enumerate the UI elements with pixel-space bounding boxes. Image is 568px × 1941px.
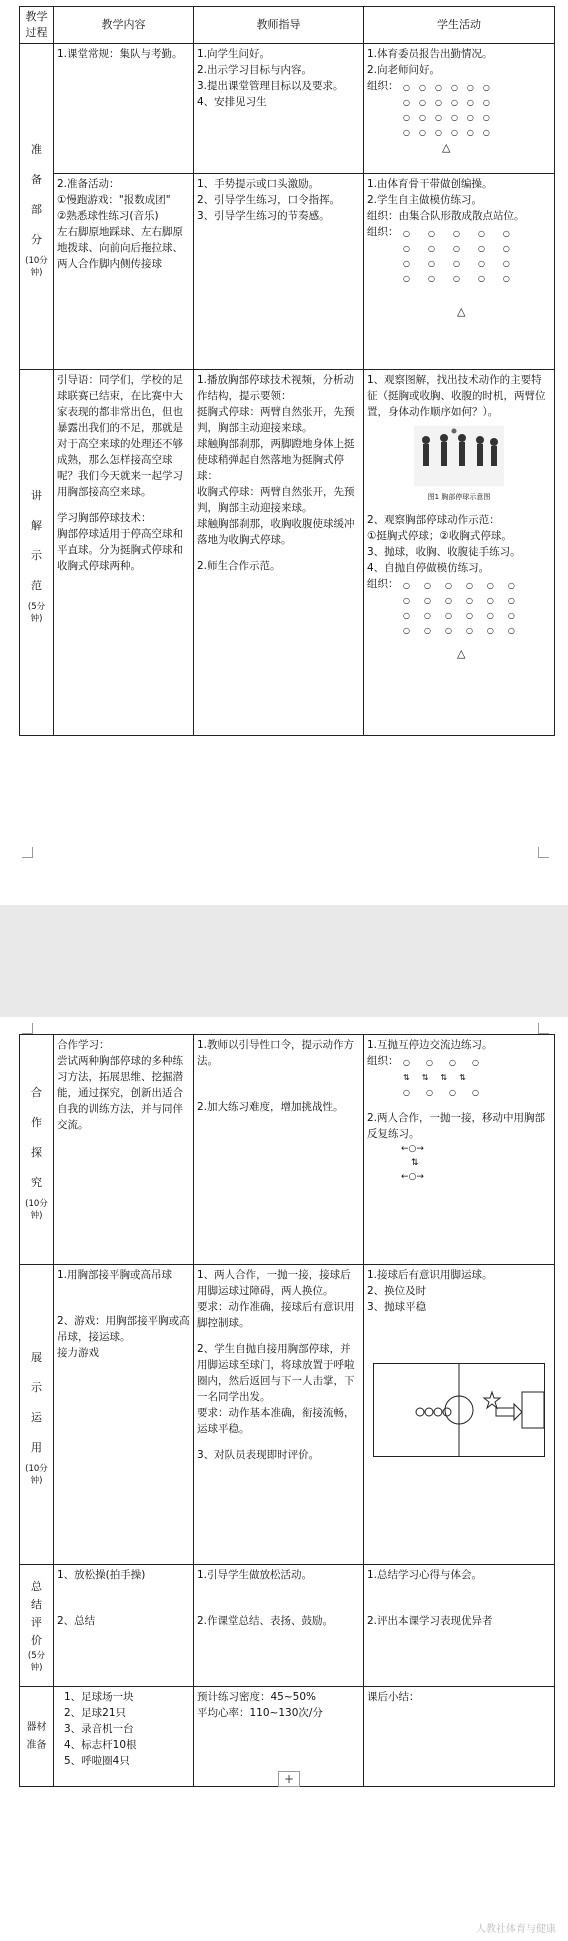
equipment-item: 4、标志杆10根 bbox=[64, 1739, 137, 1751]
equipment-item: 1、足球场一块 bbox=[64, 1691, 134, 1703]
content-line: 尝试两种胸部停球的多种练习方法，拓展思维、挖掘潜能，通过探究，创新出适合自我的训练方法，并与同伴交流。 bbox=[57, 1055, 183, 1131]
content-line: 学习胸部停球技术： bbox=[57, 512, 152, 524]
scatter-formation bbox=[367, 226, 551, 320]
stage-char: 用 bbox=[31, 1440, 42, 1454]
student-line: 1.互抛互停边交流边练习。 bbox=[367, 1039, 493, 1051]
content-line: 合作学习： bbox=[57, 1039, 110, 1051]
header-teacher: 教师指导 bbox=[194, 7, 364, 44]
student-line: 1.总结学习心得与体会。 bbox=[367, 1569, 483, 1581]
stage-char: 器材 bbox=[26, 1721, 47, 1733]
stage-minutes: (10分钟) bbox=[25, 255, 48, 278]
figure-caption: 图1 胸部停球示意图 bbox=[427, 493, 491, 501]
student-line: 组织： bbox=[367, 578, 399, 590]
cell-content bbox=[54, 1265, 194, 1565]
formation-row: ○○○○○○ bbox=[403, 611, 529, 620]
content-line: 1.课堂常规：集队与考勤。 bbox=[57, 48, 183, 60]
stage-char: 分 bbox=[31, 232, 42, 246]
page-1 bbox=[0, 0, 568, 905]
formation-row: ○○○○○○ bbox=[403, 128, 499, 137]
equipment-item: 2、足球21只 bbox=[64, 1707, 127, 1719]
student-line: 2.向老师问好。 bbox=[367, 64, 441, 76]
content-line: ①慢跑游戏："报数成团" bbox=[57, 194, 171, 206]
student-line: 1.体育委员报告出勤情况。 bbox=[367, 48, 493, 60]
page-corner-mark bbox=[538, 847, 549, 858]
teacher-triangle-icon: △ bbox=[442, 141, 451, 154]
density-text: 预计练习密度：45~50% bbox=[197, 1691, 316, 1703]
stage-minutes: (10分钟) bbox=[25, 1198, 48, 1221]
header-stage: 教学过程 bbox=[20, 7, 54, 44]
student-line: 3、抛球，收胸、收腹徒手练习。 bbox=[367, 546, 521, 558]
teacher-line: 1、手势提示或口头激励。 bbox=[197, 178, 320, 190]
student-line: 2.评出本课学习表现优异者 bbox=[367, 1615, 493, 1627]
teacher-line: 球触胸部刹那，收胸收腹使球缓冲落地为收胸式停球。 bbox=[197, 518, 355, 546]
stage-char: 价 bbox=[31, 1633, 42, 1647]
teacher-line: 1.教师以引导性口令，提示动作方法。 bbox=[197, 1039, 355, 1067]
student-line: 1、观察图解，找出技术动作的主要特征（挺胸或收胸、收腹的时机，两臂位置，身体动作顺序如何？）。 bbox=[367, 374, 546, 418]
stage-char: 究 bbox=[31, 1175, 42, 1189]
content-line: 2、游戏：用胸部接平胸或高吊球，接运球。 bbox=[57, 1315, 190, 1343]
content-line: 胸部停球适用于停高空球和平直球。分为挺胸式停球和收胸式停球两种。 bbox=[57, 528, 183, 572]
arrow-row: ←○→ bbox=[401, 1144, 424, 1154]
teacher-line: 2.出示学习目标与内容。 bbox=[197, 64, 313, 76]
row-summary bbox=[20, 1565, 555, 1687]
student-line: 2、换位及时 bbox=[367, 1285, 427, 1297]
student-line: 3、抛球平稳 bbox=[367, 1301, 427, 1313]
stage-char: 准 bbox=[31, 142, 42, 156]
formation-row: ○○○○○○ bbox=[403, 113, 499, 122]
formation-row: ○○○○○○ bbox=[403, 98, 499, 107]
teacher-line: 2.加大练习难度，增加挑战性。 bbox=[197, 1101, 344, 1113]
teacher-line: 4、安排见习生 bbox=[197, 96, 267, 108]
swap-arrow-icon: ⇅ bbox=[411, 1158, 419, 1168]
cell-content bbox=[54, 370, 194, 736]
stage-char: 合 bbox=[31, 1085, 42, 1099]
stage-minutes: (5分钟) bbox=[27, 601, 46, 624]
stage-char: 准备 bbox=[26, 1739, 47, 1751]
stage-char: 讲 bbox=[31, 488, 42, 502]
formation-row: ○○○○○ bbox=[403, 259, 528, 268]
cell-teacher bbox=[194, 370, 364, 736]
page-corner-mark bbox=[22, 1023, 33, 1034]
cell-teacher bbox=[194, 1035, 364, 1265]
teacher-line: 球触胸部刹那，两脚蹬地身体上挺使球稍弹起自然落地为挺胸式停球： bbox=[197, 438, 355, 482]
cell-student bbox=[364, 1565, 555, 1687]
content-line: ②熟悉球性练习(音乐) bbox=[57, 210, 159, 222]
row-cooperation bbox=[20, 1035, 555, 1265]
teacher-line: 要求：动作准确，接球后有意识用脚控制球。 bbox=[197, 1301, 355, 1329]
stage-char: 评 bbox=[31, 1615, 42, 1629]
cell-teacher bbox=[194, 44, 364, 174]
players-silhouette-icon bbox=[414, 426, 504, 486]
stage-char: 示 bbox=[31, 1380, 42, 1394]
stage-minutes: (5分钟) bbox=[27, 1650, 46, 1673]
student-line: 4、自抛自停做模仿练习。 bbox=[367, 562, 490, 574]
formation-row: ○○○○○○ bbox=[403, 581, 529, 590]
header-student: 学生活动 bbox=[364, 7, 555, 44]
formation-row: ○○○○○ bbox=[403, 244, 528, 253]
student-line: 1.接球后有意识用脚运球。 bbox=[367, 1269, 493, 1281]
cell-teacher bbox=[194, 174, 364, 370]
teacher-line: 2、引导学生练习，口令指挥。 bbox=[197, 194, 341, 206]
student-line: 2、观察胸部停球动作示范： bbox=[367, 514, 500, 526]
stage-char: 结 bbox=[31, 1597, 42, 1611]
stage-char: 展 bbox=[31, 1350, 42, 1364]
row-preparation-routine bbox=[20, 44, 555, 174]
table-header bbox=[20, 7, 555, 44]
stage-char: 作 bbox=[31, 1115, 42, 1129]
row-application bbox=[20, 1265, 555, 1565]
teacher-line: 3.提出课堂管理目标以及要求。 bbox=[197, 80, 344, 92]
lesson-plan-table-2 bbox=[19, 1034, 555, 1787]
equipment-item: 5、呼啦圈4只 bbox=[64, 1755, 130, 1767]
page-corner-mark bbox=[538, 1023, 549, 1034]
cell-content bbox=[54, 1687, 194, 1787]
stage-char: 示 bbox=[31, 548, 42, 562]
cell-student bbox=[364, 174, 555, 370]
content-line: 左右脚原地踩球、左右脚原地拨球、向前向后拖拉球、两人合作脚内侧传接球 bbox=[57, 226, 183, 270]
page-corner-mark bbox=[22, 847, 33, 858]
heart-rate-text: 平均心率：110~130次/分 bbox=[197, 1707, 323, 1719]
stage-summary bbox=[20, 1565, 54, 1687]
page-separator bbox=[0, 905, 568, 1017]
teacher-line: 2.师生合作示范。 bbox=[197, 560, 281, 572]
formation-row: ○○○○ bbox=[403, 1058, 495, 1067]
cell-content bbox=[54, 1565, 194, 1687]
stage-char: 部 bbox=[31, 202, 42, 216]
student-line: ①挺胸式停球；②收胸式停球。 bbox=[367, 530, 512, 542]
after-class-summary: 课后小结： bbox=[367, 1691, 420, 1703]
stage-cooperation bbox=[20, 1035, 54, 1265]
lesson-plan-table-1 bbox=[19, 6, 555, 736]
arrow-row: ←○→ bbox=[401, 1172, 424, 1182]
stage-equipment bbox=[20, 1687, 54, 1787]
moving-pass-diagram bbox=[367, 1142, 551, 1184]
teacher-line: 1.引导学生做放松活动。 bbox=[197, 1569, 313, 1581]
student-line: 组织： bbox=[367, 226, 399, 238]
stage-explanation bbox=[20, 370, 54, 736]
teacher-triangle-icon: △ bbox=[457, 647, 466, 660]
relay-field-diagram bbox=[373, 1363, 545, 1457]
stage-minutes: (10分钟) bbox=[25, 1463, 48, 1486]
teacher-line: 挺胸式停球：两臂自然张开，先预判，胸部主动迎接来球。 bbox=[197, 406, 355, 434]
stage-char: 探 bbox=[31, 1145, 42, 1159]
teacher-line: 2.作课堂总结、表扬、鼓励。 bbox=[197, 1615, 334, 1627]
stage-char: 范 bbox=[31, 578, 42, 592]
page-2 bbox=[0, 1017, 568, 1941]
row-preparation-warmup bbox=[20, 174, 555, 370]
stage-char: 运 bbox=[31, 1410, 42, 1424]
cell-student bbox=[364, 1687, 555, 1787]
content-line: 引导语：同学们，学校的足球联赛已结束，在比赛中大家表现的都非常出色，但也暴露出我们的不足，那就是对于高空来球的处理还不够成熟，那么怎样接高空球呢？我们今天就来一起学习用胸部接高空来球。 bbox=[57, 374, 183, 498]
teacher-line: 1.向学生问好。 bbox=[197, 48, 271, 60]
cell-student bbox=[364, 44, 555, 174]
chest-trap-illustration bbox=[414, 426, 504, 486]
teacher-line: 3、引导学生练习的节奏感。 bbox=[197, 210, 330, 222]
cell-student bbox=[364, 1035, 555, 1265]
teacher-triangle-icon: △ bbox=[457, 305, 466, 318]
formation-row: ○○○○○○ bbox=[403, 626, 529, 635]
content-line: 1.用胸部接平胸或高吊球 bbox=[57, 1269, 173, 1281]
formation-row: ○○○○ bbox=[403, 1088, 495, 1097]
student-line: 2.两人合作，一抛一接，移动中用胸部反复练习。 bbox=[367, 1112, 546, 1140]
header-content: 教学内容 bbox=[54, 7, 194, 44]
cell-student bbox=[364, 1265, 555, 1565]
cell-content bbox=[54, 174, 194, 370]
teacher-line: 1.播放胸部停球技术视频，分析动作结构，提示要领： bbox=[197, 374, 355, 402]
teacher-line: 要求：动作基本准确，衔接流畅，运球平稳。 bbox=[197, 1407, 355, 1435]
content-line: 1、放松操(拍手操) bbox=[57, 1569, 146, 1581]
row-explanation bbox=[20, 370, 555, 736]
formation-row: ○○○○○ bbox=[403, 274, 528, 283]
formation-row: ⇅⇅⇅⇅ bbox=[403, 1073, 478, 1082]
content-line: 接力游戏 bbox=[57, 1347, 99, 1359]
watermark: 人教社体育与健康 bbox=[476, 1924, 556, 1935]
stage-preparation bbox=[20, 44, 54, 370]
teacher-line: 1、两人合作，一抛一接，接球后用脚运球过障碍，两人换位。 bbox=[197, 1269, 351, 1297]
cell-student bbox=[364, 370, 555, 736]
formation-row: ○○○○○○ bbox=[403, 596, 529, 605]
cell-teacher bbox=[194, 1565, 364, 1687]
equipment-item: 3、录音机一台 bbox=[64, 1723, 134, 1735]
student-line: 1.由体育骨干带做创编操。 bbox=[367, 178, 493, 190]
student-line: 组织：由集合队形散成散点站位。 bbox=[367, 210, 525, 222]
stage-char: 解 bbox=[31, 518, 42, 532]
stage-char: 备 bbox=[31, 172, 42, 186]
teacher-line: 2、学生自抛自接用胸部停球，并用脚运球至球门，将球放置于呼啦圈内，然后返回与下一人击掌，下一名同学出发。 bbox=[197, 1343, 355, 1403]
cell-teacher bbox=[194, 1265, 364, 1565]
student-line: 组织： bbox=[367, 1055, 399, 1067]
cell-content bbox=[54, 1035, 194, 1265]
student-line: 组织： bbox=[367, 80, 399, 92]
cell-content bbox=[54, 44, 194, 174]
content-line: 2.准备活动： bbox=[57, 178, 120, 190]
add-row-button[interactable]: + bbox=[278, 1771, 300, 1787]
formation-row: ○○○○○ bbox=[403, 229, 528, 238]
stage-application bbox=[20, 1265, 54, 1565]
content-line: 2、总结 bbox=[57, 1615, 96, 1627]
soccer-field-icon bbox=[374, 1364, 544, 1456]
teacher-line: 收胸式停球：两臂自然张开，先预判，胸部主动迎接来球。 bbox=[197, 486, 355, 514]
teacher-line: 3、对队员表现即时评价。 bbox=[197, 1449, 320, 1461]
student-line: 2.学生自主做模仿练习。 bbox=[367, 194, 483, 206]
formation-row: ○○○○○○ bbox=[403, 83, 499, 92]
stage-char: 总 bbox=[31, 1579, 42, 1593]
